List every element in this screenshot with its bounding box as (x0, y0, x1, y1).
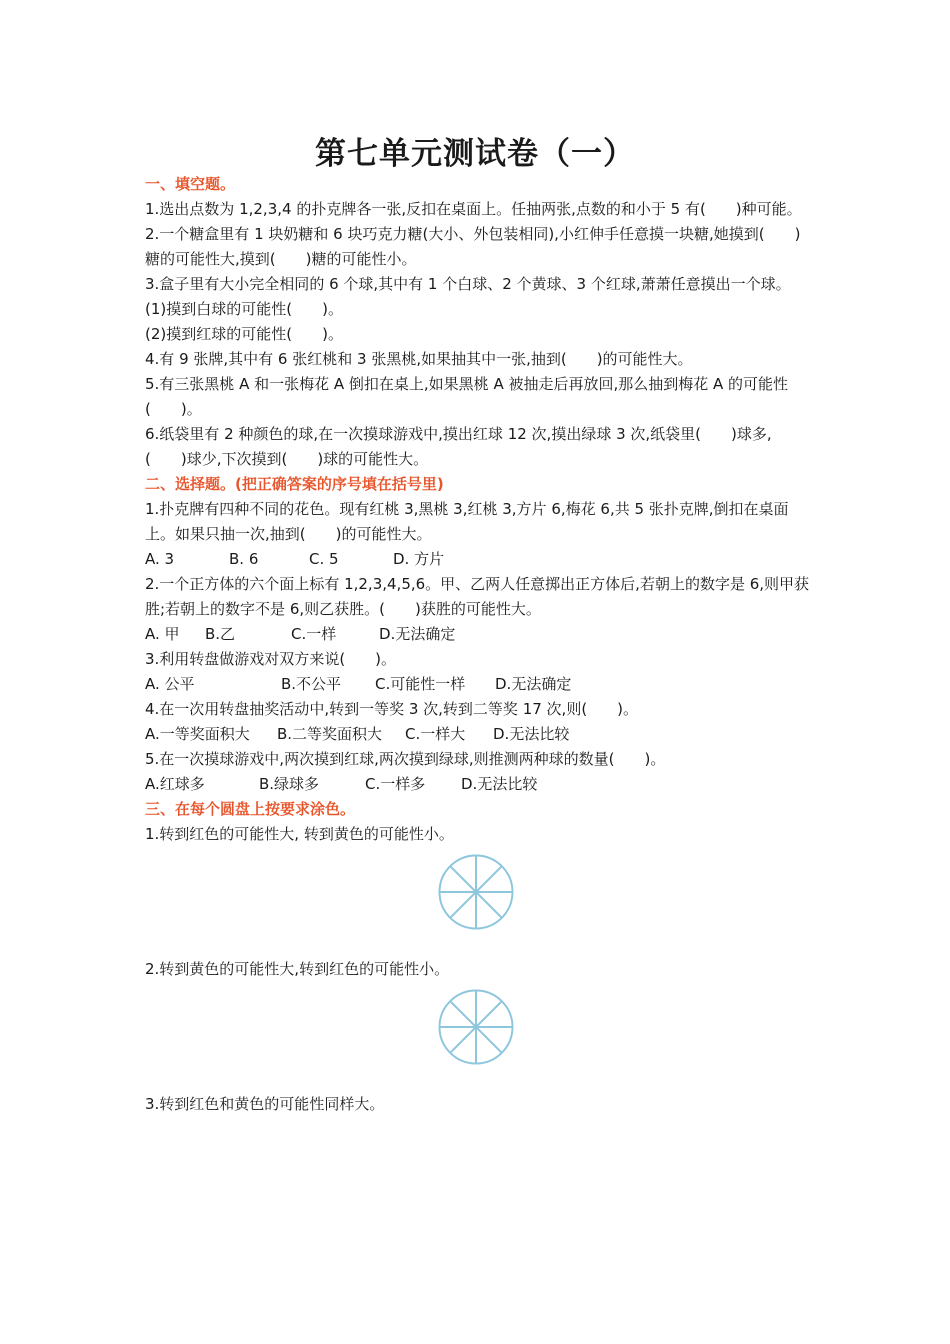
s1-question-4: 4.有 9 张牌,其中有 6 张红桃和 3 张黑桃,如果抽其中一张,抽到( )的可能性大。 (145, 350, 693, 368)
option-b: B.二等奖面积大 (277, 725, 383, 743)
wheel-2-container (145, 982, 810, 1082)
s1-question-3a: (1)摸到白球的可能性( )。 (145, 300, 343, 318)
s1-question-1: 1.选出点数为 1,2,3,4 的扑克牌各一张,反扣在桌面上。任抽两张,点数的和小于 5 有( )种可能。 (145, 200, 802, 218)
s1-question-5: 5.有三张黑桃 A 和一张梅花 A 倒扣在桌上,如果黑桃 A 被抽走后再放回,那么抽到梅花 A 的可能性( )。 (145, 375, 789, 418)
s1-question-2: 2.一个糖盒里有 1 块奶糖和 6 块巧克力糖(大小、外包装相同),小红伸手任意摸一块糖,她摸到( )糖的可能性大,摸到( )糖的可能性小。 (145, 225, 801, 268)
option-c: C. 5 (309, 550, 339, 568)
option-a: A.红球多 (145, 775, 205, 793)
option-c: C.一样 (291, 625, 337, 643)
option-a: A.一等奖面积大 (145, 725, 250, 743)
s2-question-3: 3.利用转盘做游戏对双方来说( )。 (145, 650, 397, 668)
option-b: B.绿球多 (259, 775, 320, 793)
s2-question-5: 5.在一次摸球游戏中,两次摸到红球,两次摸到绿球,则推测两种球的数量( )。 (145, 750, 666, 768)
option-a: A. 3 (145, 550, 175, 568)
option-c: C.一样大 (405, 725, 466, 743)
s3-question-1: 1.转到红色的可能性大, 转到黄色的可能性小。 (145, 825, 454, 843)
s1-question-3: 3.盒子里有大小完全相同的 6 个球,其中有 1 个白球、2 个黄球、3 个红球,萧萧任意摸出一个球。 (145, 275, 791, 293)
section1-heading: 一、填空题。 (145, 175, 236, 193)
option-a: A. 甲 (145, 625, 180, 643)
option-d: D.无法确定 (495, 675, 572, 693)
option-d: D.无法确定 (379, 625, 456, 643)
s2-q4-options (145, 722, 810, 747)
s3-question-3: 3.转到红色和黄色的可能性同样大。 (145, 1095, 385, 1113)
s2-q5-options (145, 772, 810, 797)
s2-question-1: 1.扑克牌有四种不同的花色。现有红桃 3,黑桃 3,红桃 3,方片 6,梅花 6,共 5 张扑克牌,倒扣在桌面上。如果只抽一次,抽到( )的可能性大。 (145, 500, 789, 543)
s2-q3-options (145, 672, 810, 697)
option-d: D.无法比较 (493, 725, 570, 743)
exam-content (145, 172, 810, 1117)
s2-question-2: 2.一个正方体的六个面上标有 1,2,3,4,5,6。甲、乙两人任意掷出正方体后,若朝上的数字是 6,则甲获胜;若朝上的数字不是 6,则乙获胜。( )获胜的可能性大。 (145, 575, 810, 618)
wheel-1-container (145, 847, 810, 947)
option-b: B. 6 (229, 550, 259, 568)
section2-heading: 二、选择题。(把正确答案的序号填在括号里) (145, 475, 444, 493)
s3-question-2: 2.转到黄色的可能性大,转到红色的可能性小。 (145, 960, 450, 978)
option-b: B.不公平 (281, 675, 342, 693)
page-title: 第七单元测试卷（一） (315, 136, 635, 172)
s2-q2-options (145, 622, 810, 647)
option-c: C.可能性一样 (375, 675, 466, 693)
s2-question-4: 4.在一次用转盘抽奖活动中,转到一等奖 3 次,转到二等奖 17 次,则( )。 (145, 700, 639, 718)
section3-heading: 三、在每个圆盘上按要求涂色。 (145, 800, 356, 818)
s2-q1-options (145, 547, 810, 572)
option-a: A. 公平 (145, 675, 195, 693)
s1-question-6: 6.纸袋里有 2 种颜色的球,在一次摸球游戏中,摸出红球 12 次,摸出绿球 3 次,纸袋里( )球多,( )球少,下次摸到( )球的可能性大。 (145, 425, 772, 468)
option-c: C.一样多 (365, 775, 426, 793)
spinner-wheel-1 (437, 853, 515, 931)
spinner-wheel-2 (437, 988, 515, 1066)
s1-question-3b: (2)摸到红球的可能性( )。 (145, 325, 343, 343)
option-b: B.乙 (205, 625, 236, 643)
option-d: D.无法比较 (461, 775, 538, 793)
option-d: D. 方片 (393, 550, 445, 568)
